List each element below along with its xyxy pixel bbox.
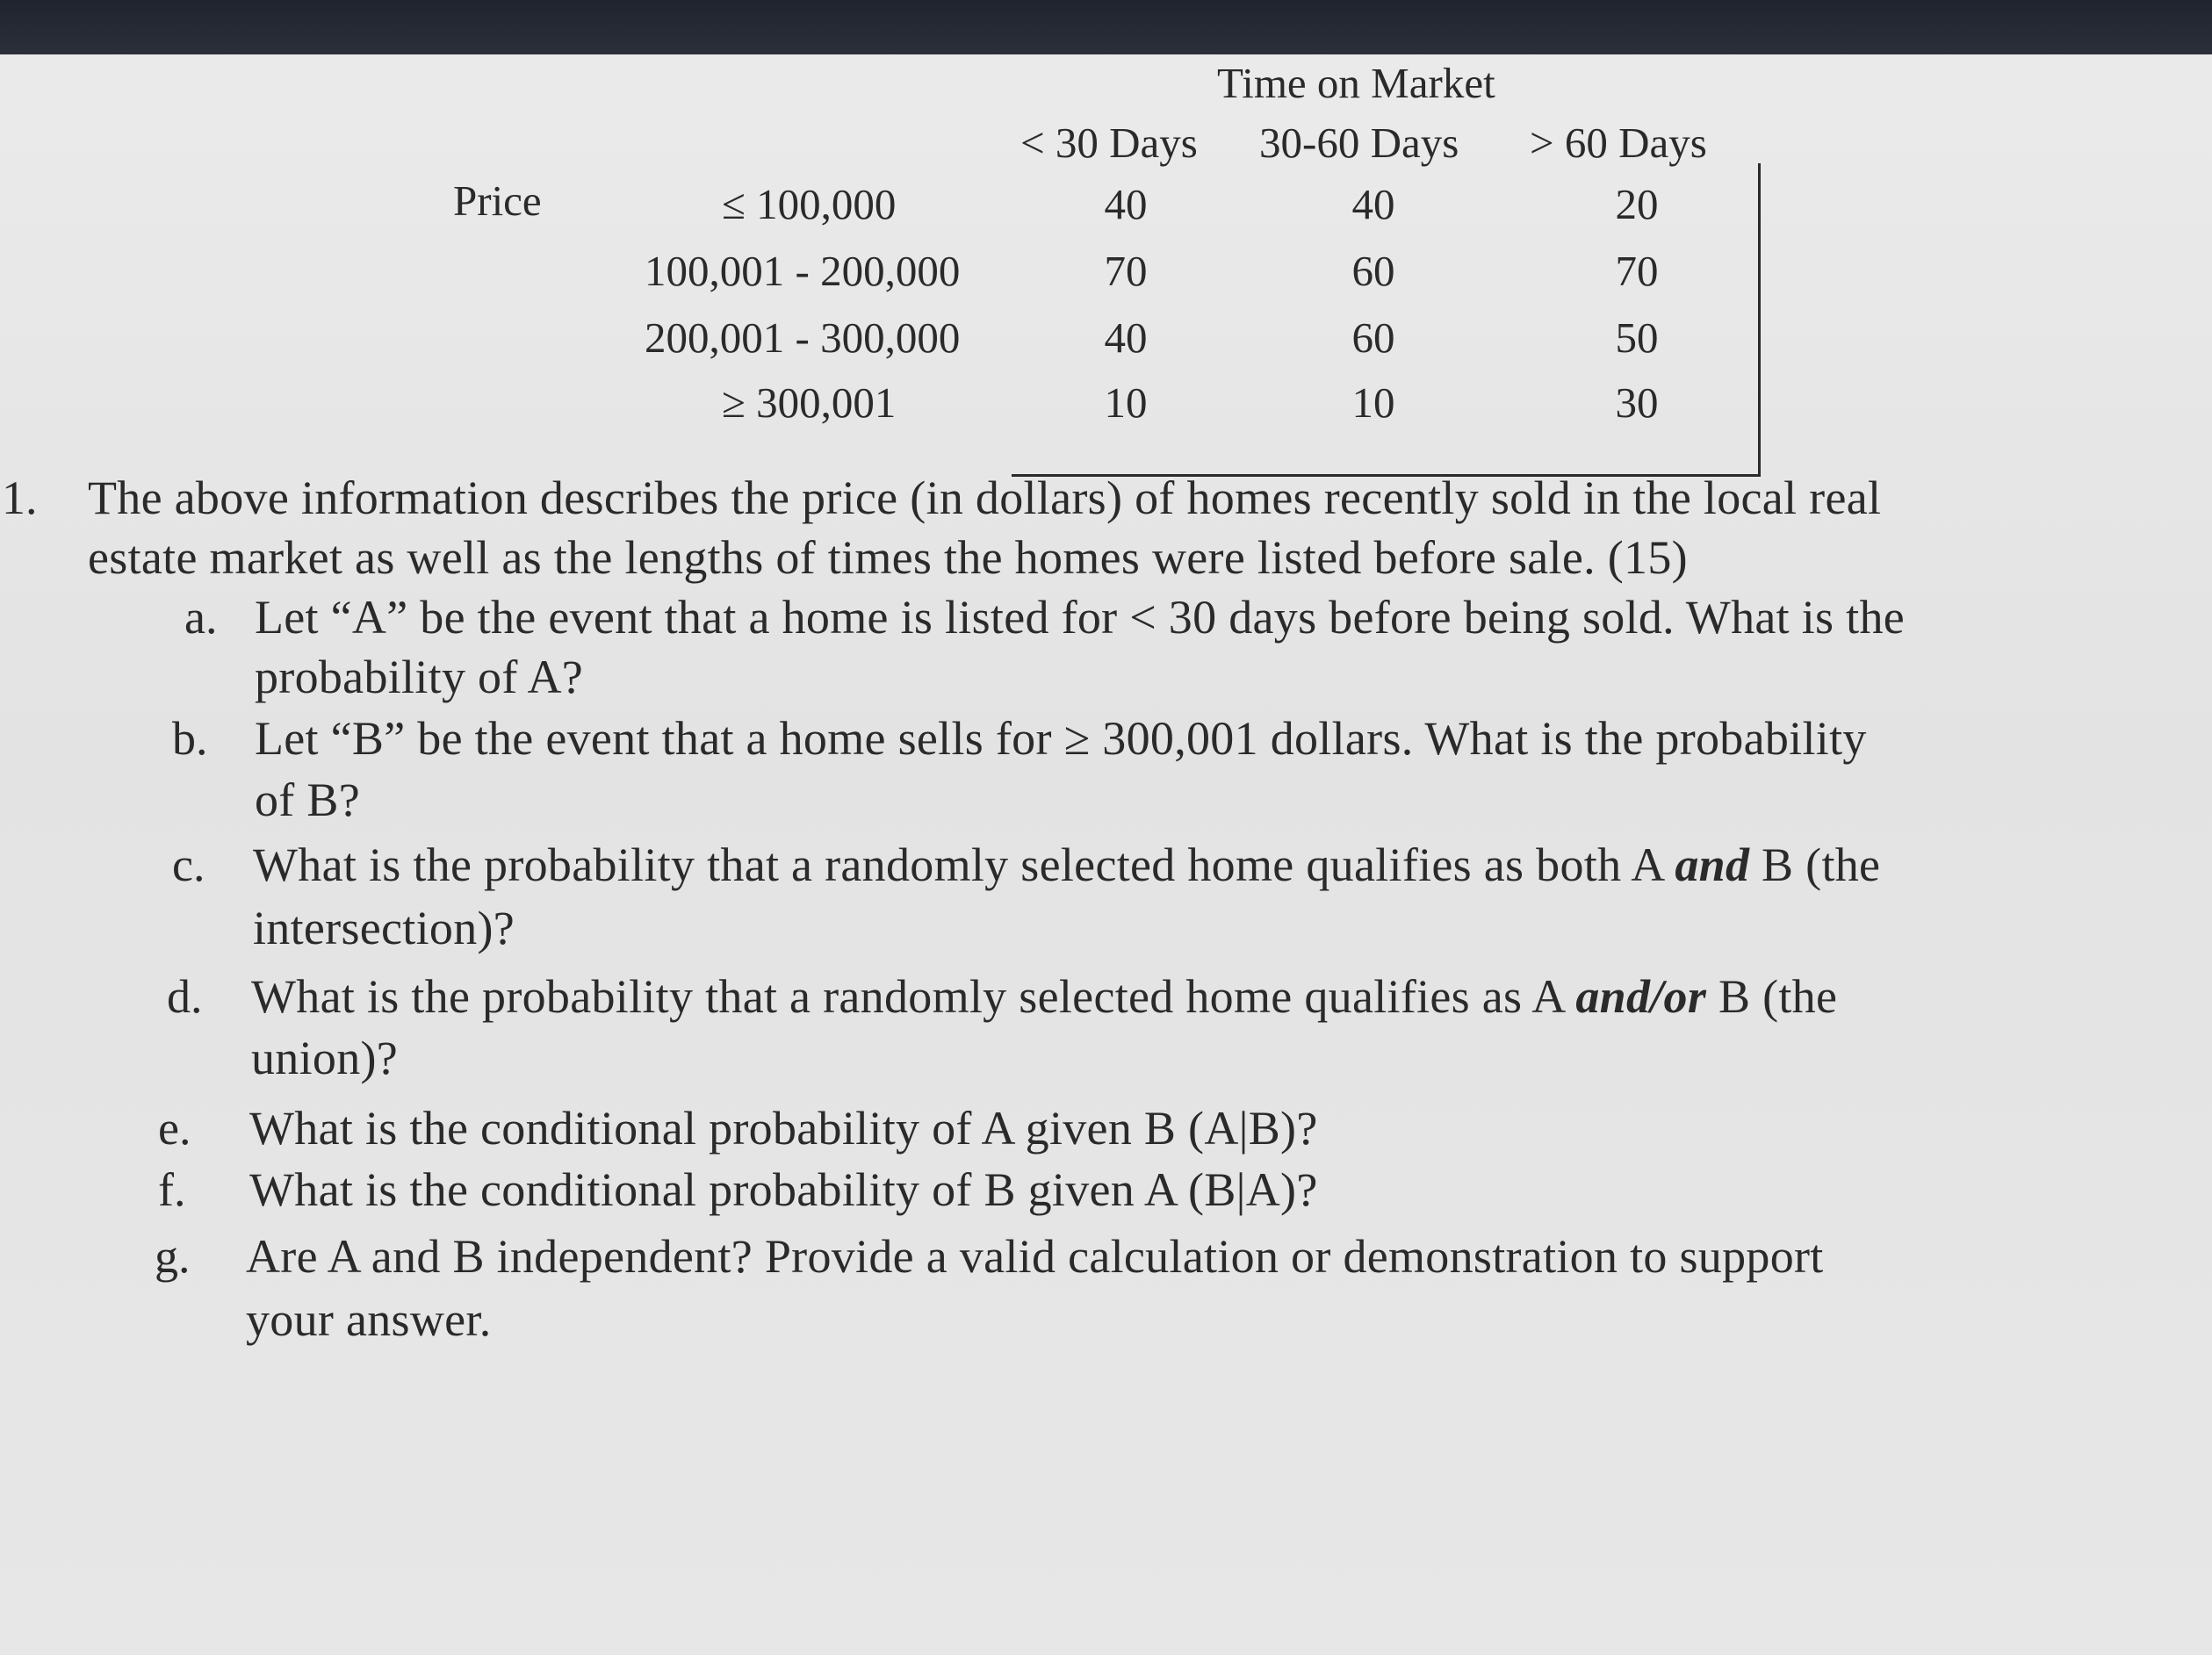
part-e-text: What is the conditional probability of A given B (A|B)?: [249, 1102, 1318, 1155]
column-header-gt60: > 60 Days: [1530, 119, 1707, 167]
part-a-text: probability of A?: [255, 651, 584, 703]
part-d-emphasis: and/or: [1575, 970, 1707, 1023]
part-g-letter: g.: [155, 1230, 191, 1283]
row-axis-label: Price: [453, 176, 542, 225]
table-cell: 40: [1351, 180, 1395, 228]
part-c-text-pre: What is the probability that a randomly selected home qualifies as both A: [253, 838, 1675, 891]
row-label: 200,001 - 300,000: [645, 313, 961, 362]
part-g-text: your answer.: [246, 1293, 492, 1346]
question-number: 1.: [2, 471, 38, 524]
part-c-text-post: B (the: [1749, 838, 1881, 891]
part-c-text: [253, 838, 1881, 891]
question-text-line1: The above information describes the price (in dollars) of homes recently sold in the local real: [88, 471, 1882, 524]
monitor-bezel: [0, 0, 2212, 54]
document-page: [0, 54, 2212, 1655]
part-d-text: [251, 970, 1838, 1023]
table-cell: 10: [1351, 378, 1395, 427]
part-c-emphasis: and: [1675, 838, 1750, 891]
table-cell: 50: [1615, 313, 1659, 362]
part-e-letter: e.: [158, 1102, 191, 1155]
part-d-text-pre: What is the probability that a randomly selected home qualifies as A: [251, 970, 1576, 1023]
table-cell: 10: [1104, 378, 1148, 427]
part-g-text: Are A and B independent? Provide a valid calculation or demonstration to support: [246, 1230, 1824, 1283]
part-a-letter: a.: [184, 591, 218, 644]
part-b-text: Let “B” be the event that a home sells for ≥ 300,001 dollars. What is the probability: [255, 712, 1867, 765]
part-d-letter: d.: [167, 970, 203, 1023]
part-d-text: union)?: [251, 1032, 399, 1084]
table-cell: 60: [1351, 247, 1395, 295]
part-f-letter: f.: [158, 1163, 186, 1216]
question-text-line2: estate market as well as the lengths of times the homes were listed before sale. (15): [88, 531, 1688, 584]
column-header-lt30: < 30 Days: [1020, 119, 1198, 167]
table-title: Time on Market: [1217, 59, 1495, 107]
table-right-border: [1758, 163, 1761, 476]
table-cell: 70: [1104, 247, 1148, 295]
part-c-letter: c.: [172, 838, 205, 891]
part-f-text: What is the conditional probability of B given A (B|A)?: [249, 1163, 1318, 1216]
part-c-text: intersection)?: [253, 902, 515, 954]
part-b-letter: b.: [172, 712, 208, 765]
row-label: ≤ 100,000: [722, 180, 897, 228]
table-cell: 60: [1351, 313, 1395, 362]
part-d-text-post: B (the: [1706, 970, 1838, 1023]
table-cell: 30: [1615, 378, 1659, 427]
part-b-text: of B?: [255, 774, 360, 826]
table-cell: 40: [1104, 313, 1148, 362]
table-cell: 70: [1615, 247, 1659, 295]
row-label: 100,001 - 200,000: [645, 247, 961, 295]
row-label: ≥ 300,001: [722, 378, 897, 427]
table-cell: 20: [1615, 180, 1659, 228]
column-header-30-60: 30-60 Days: [1259, 119, 1459, 167]
part-a-text: Let “A” be the event that a home is listed for < 30 days before being sold. What is the: [255, 591, 1906, 644]
table-cell: 40: [1104, 180, 1148, 228]
